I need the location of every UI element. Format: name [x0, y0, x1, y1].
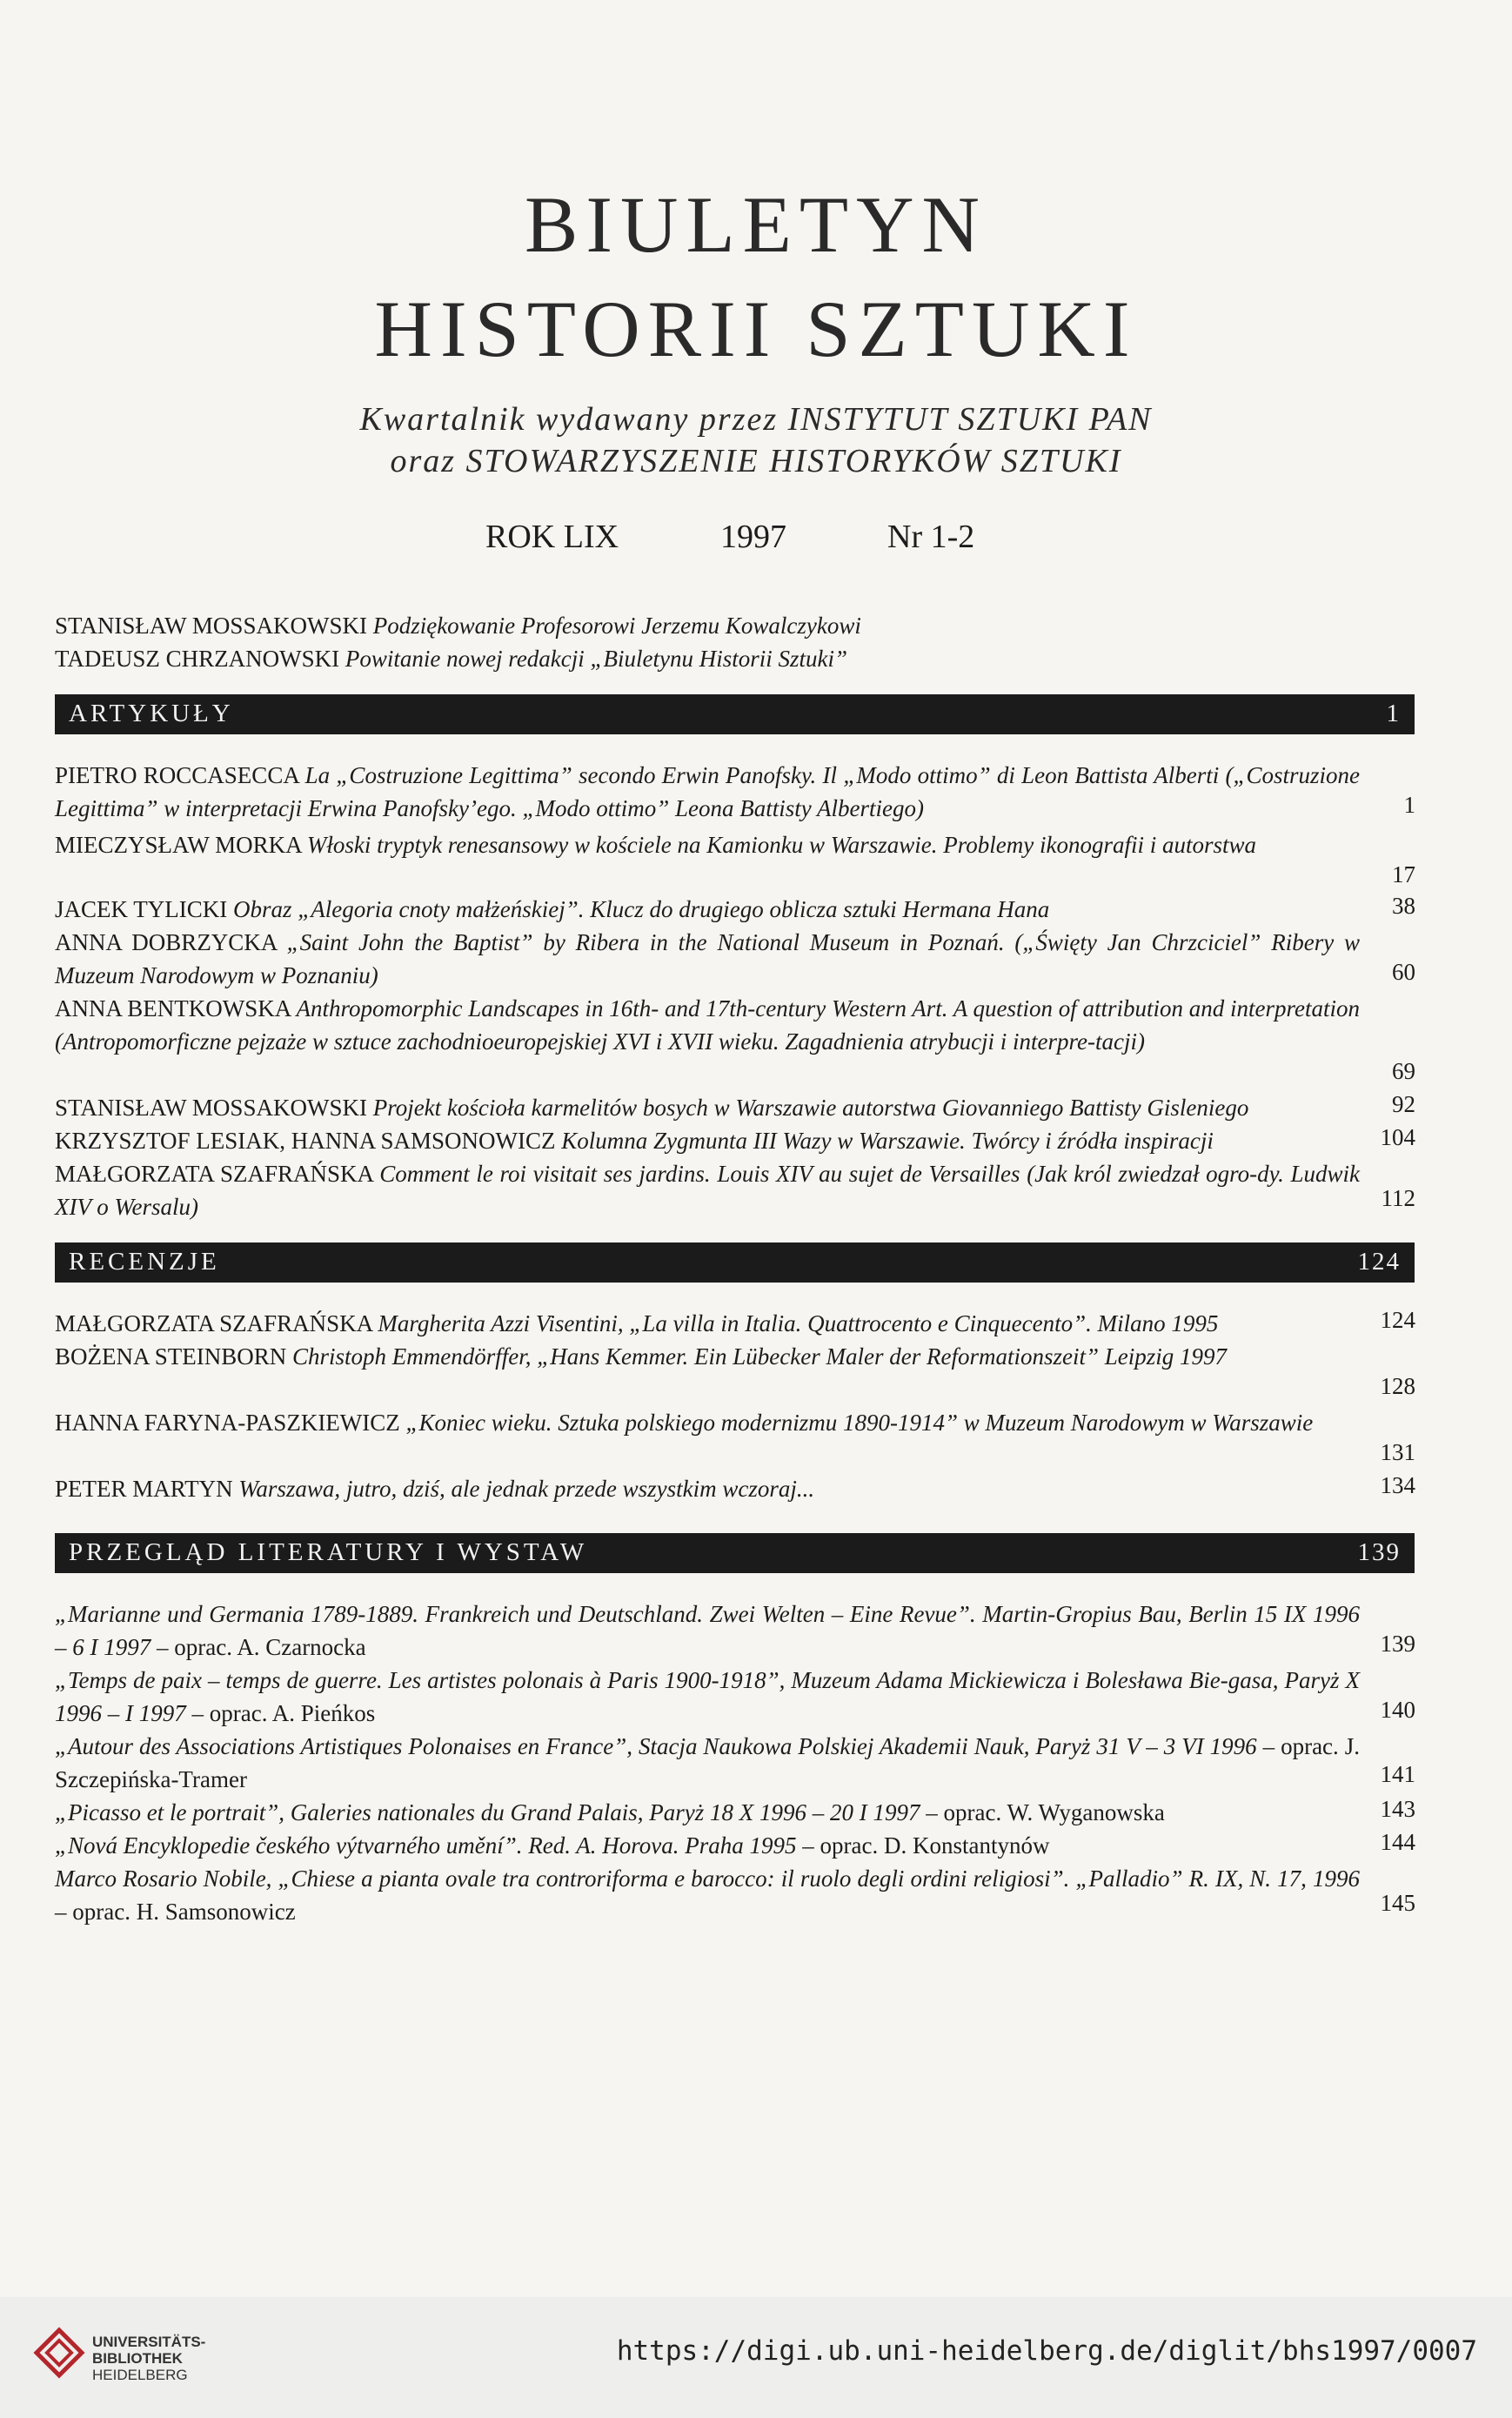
entry-author: TADEUSZ CHRZANOWSKI — [55, 646, 340, 672]
entry-author: STANISŁAW MOSSAKOWSKI — [55, 613, 367, 639]
entry-author: MAŁGORZATA SZAFRAŃSKA — [55, 1161, 373, 1187]
entry-page: 131 — [1380, 1439, 1415, 1465]
logo-line: HEIDELBERG — [92, 2367, 188, 2383]
section-page: 1 — [1386, 700, 1401, 727]
entry-page: 139 — [1380, 1631, 1415, 1657]
entry-page: 104 — [1380, 1124, 1415, 1150]
entry-page: 112 — [1381, 1185, 1415, 1211]
toc-entry — [55, 1340, 1360, 1373]
permalink-url[interactable]: https://digi.ub.uni-heidelberg.de/diglit/bhs1997/0007 — [616, 2335, 1477, 2367]
entry-page: 92 — [1392, 1091, 1415, 1117]
entry-author: PETER MARTYN — [55, 1476, 233, 1502]
journal-subtitle-line2: oraz STOWARZYSZENIE HISTORYKÓW SZTUKI — [390, 443, 1122, 479]
entry-title: Włoski tryptyk renesansowy w kościele na Kamionku w Warszawie. Problemy ikonografii i autorstwa — [306, 832, 1257, 858]
entry-author: BOŻENA STEINBORN — [55, 1343, 287, 1370]
toc-entry — [55, 1730, 1360, 1796]
entry-author: KRZYSZTOF LESIAK, HANNA SAMSONOWICZ — [55, 1128, 556, 1154]
entry-oprac: – oprac. H. Samsonowicz — [55, 1899, 296, 1925]
toc-entry — [55, 1796, 1360, 1829]
section-page: 139 — [1357, 1538, 1401, 1566]
entry-title: Warszawa, jutro, dziś, ale jednak przede wszystkim wczoraj... — [238, 1476, 815, 1502]
entry-title: Marco Rosario Nobile, „Chiese a pianta ovale tra controriforma e barocco: il ruolo degli ordini religiosi”. „Palladio” R. IX, N. 17, 1996 — [55, 1865, 1360, 1892]
section-header-artykuly — [55, 694, 1415, 734]
intro-entry — [55, 613, 861, 640]
entry-page: 17 — [1392, 861, 1415, 887]
issue-number: Nr 1-2 — [887, 519, 975, 555]
toc-entry — [55, 1124, 1360, 1157]
entry-page: 134 — [1380, 1472, 1415, 1498]
entry-oprac: – oprac. J. Szczepińska-Tramer — [55, 1733, 1360, 1792]
toc-entry — [55, 828, 1360, 861]
entry-page: 145 — [1380, 1890, 1415, 1916]
toc-entry — [55, 1472, 1360, 1505]
entry-title: Christoph Emmendörffer, „Hans Kemmer. Ein Lübecker Maler der Reformationszeit” Leipzig 1997 — [292, 1343, 1227, 1370]
toc-entry — [55, 1664, 1360, 1730]
entry-author: ANNA BENTKOWSKA — [55, 995, 291, 1021]
logo-line: BIBLIOTHEK — [92, 2350, 183, 2367]
entry-title: „Autour des Associations Artistiques Polonaises en France”, Stacja Naukowa Polskiej Akademii Nauk, Paryż 31 V – 3 VI 1996 — [55, 1733, 1257, 1759]
logo-line: UNIVERSITÄTS- — [92, 2334, 206, 2350]
entry-page: 140 — [1380, 1697, 1415, 1723]
section-title: RECENZJE — [69, 1248, 220, 1276]
entry-title: Comment le roi visitait ses jardins. Louis XIV au sujet de Versailles (Jak król zwiedzał ogro-dy. Ludwik XIV o Wersalu) — [55, 1161, 1360, 1220]
entry-title: Kolumna Zygmunta III Wazy w Warszawie. Twórcy i źródła inspiracji — [561, 1128, 1214, 1154]
entry-oprac: – oprac. A. Czarnocka — [151, 1634, 366, 1660]
entry-title: Projekt kościoła karmelitów bosych w Warszawie autorstwa Giovanniego Battisty Gisleniego — [372, 1095, 1249, 1121]
entry-title: „Saint John the Baptist” by Ribera in the National Museum in Poznań. („Święty Jan Chrzciciel” Ribery w Muzeum Narodowym w Poznaniu) — [55, 929, 1361, 988]
section-page: 124 — [1357, 1248, 1401, 1276]
entry-page: 69 — [1392, 1058, 1415, 1084]
entry-oprac: – oprac. A. Pieńkos — [185, 1700, 376, 1726]
entry-page: 60 — [1392, 959, 1415, 985]
entry-oprac: – oprac. W. Wyganowska — [920, 1799, 1165, 1825]
entry-title: Obraz „Alegoria cnoty małżeńskiej”. Klucz do drugiego oblicza sztuki Hermana Hana — [233, 896, 1050, 922]
toc-entry — [55, 1406, 1360, 1439]
entry-page: 128 — [1380, 1373, 1415, 1399]
toc-entry — [55, 1597, 1360, 1664]
entry-title: „Nová Encyklopedie českého výtvarného umění”. Red. A. Horova. Praha 1995 — [55, 1832, 797, 1859]
entry-author: ANNA DOBRZYCKA — [55, 929, 277, 955]
entry-page: 143 — [1380, 1796, 1415, 1822]
toc-entry — [55, 992, 1360, 1058]
journal-subtitle-line1: Kwartalnik wydawany przez INSTYTUT SZTUKI PAN — [359, 401, 1153, 438]
volume-label: ROK LIX — [485, 519, 619, 555]
entry-title: La „Costruzione Legittima” secondo Erwin Panofsky. Il „Modo ottimo” di Leon Battista Alberti („Costruzione Legittima” w interpretacji Erwina Panofsky’ego. „Modo ottimo” Leona Battisty Albertiego) — [55, 762, 1361, 821]
entry-page: 38 — [1392, 893, 1415, 919]
journal-title-line1: BIULETYN — [525, 180, 987, 269]
library-logo-icon — [33, 2327, 85, 2379]
entry-page: 1 — [1403, 792, 1415, 818]
entry-author: PIETRO ROCCASECCA — [55, 762, 299, 788]
toc-entry — [55, 1307, 1360, 1340]
entry-title: „Koniec wieku. Sztuka polskiego modernizmu 1890-1914” w Muzeum Narodowym w Warszawie — [405, 1410, 1314, 1436]
entry-page: 141 — [1380, 1761, 1415, 1787]
section-header-recenzje — [55, 1242, 1415, 1283]
entry-title: Margherita Azzi Visentini, „La villa in Italia. Quattrocento e Cinquecento”. Milano 1995 — [378, 1310, 1219, 1336]
entry-title: Anthropomorphic Landscapes in 16th- and 17th-century Western Art. A question of attribution and interpretation (Antropomorficzne pejzaże w sztuce zachodnioeuropejskiej XVI i XVII wieku. Zagadnienia atrybucji i interpre-tacji) — [55, 995, 1361, 1055]
toc-entry — [55, 1091, 1360, 1124]
entry-page: 124 — [1380, 1307, 1415, 1333]
entry-title: „Marianne und Germania 1789-1889. Frankreich und Deutschland. Zwei Welten – Eine Revue”. Martin-Gropius Bau, Berlin 15 IX 1996 – 6 I 1997 — [55, 1601, 1360, 1660]
toc-entry — [55, 759, 1360, 825]
toc-entry — [55, 1829, 1360, 1862]
entry-title: Podziękowanie Profesorowi Jerzemu Kowalczykowi — [372, 613, 861, 639]
year-label: 1997 — [720, 519, 786, 555]
toc-entry — [55, 926, 1360, 992]
entry-author: MAŁGORZATA SZAFRAŃSKA — [55, 1310, 372, 1336]
section-title: PRZEGLĄD LITERATURY I WYSTAW — [69, 1538, 588, 1566]
entry-title: Powitanie nowej redakcji „Biuletynu Historii Sztuki” — [345, 646, 848, 672]
entry-title: „Temps de paix – temps de guerre. Les artistes polonais à Paris 1900-1918”, Muzeum Adama Mickiewicza i Bolesława Bie-gasa, Paryż X 1996 – I 1997 — [55, 1667, 1360, 1726]
entry-author: JACEK TYLICKI — [55, 896, 228, 922]
entry-page: 144 — [1380, 1829, 1415, 1855]
toc-entry — [55, 1157, 1360, 1223]
entry-oprac: – oprac. D. Konstantynów — [796, 1832, 1050, 1859]
entry-title: „Picasso et le portrait”, Galeries nationales du Grand Palais, Paryż 18 X 1996 – 20 I 1997 — [55, 1799, 920, 1825]
entry-author: STANISŁAW MOSSAKOWSKI — [55, 1095, 367, 1121]
viewer-footer — [0, 2297, 1512, 2418]
toc-entry — [55, 893, 1360, 926]
journal-title-line2: HISTORII SZTUKI — [374, 285, 1138, 373]
library-logo-text — [92, 2334, 205, 2383]
entry-author: HANNA FARYNA-PASZKIEWICZ — [55, 1410, 400, 1436]
entry-author: MIECZYSŁAW MORKA — [55, 832, 302, 858]
intro-entry — [55, 646, 847, 673]
section-title: ARTYKUŁY — [69, 700, 234, 727]
section-header-przeglad — [55, 1533, 1415, 1573]
toc-entry — [55, 1862, 1360, 1928]
